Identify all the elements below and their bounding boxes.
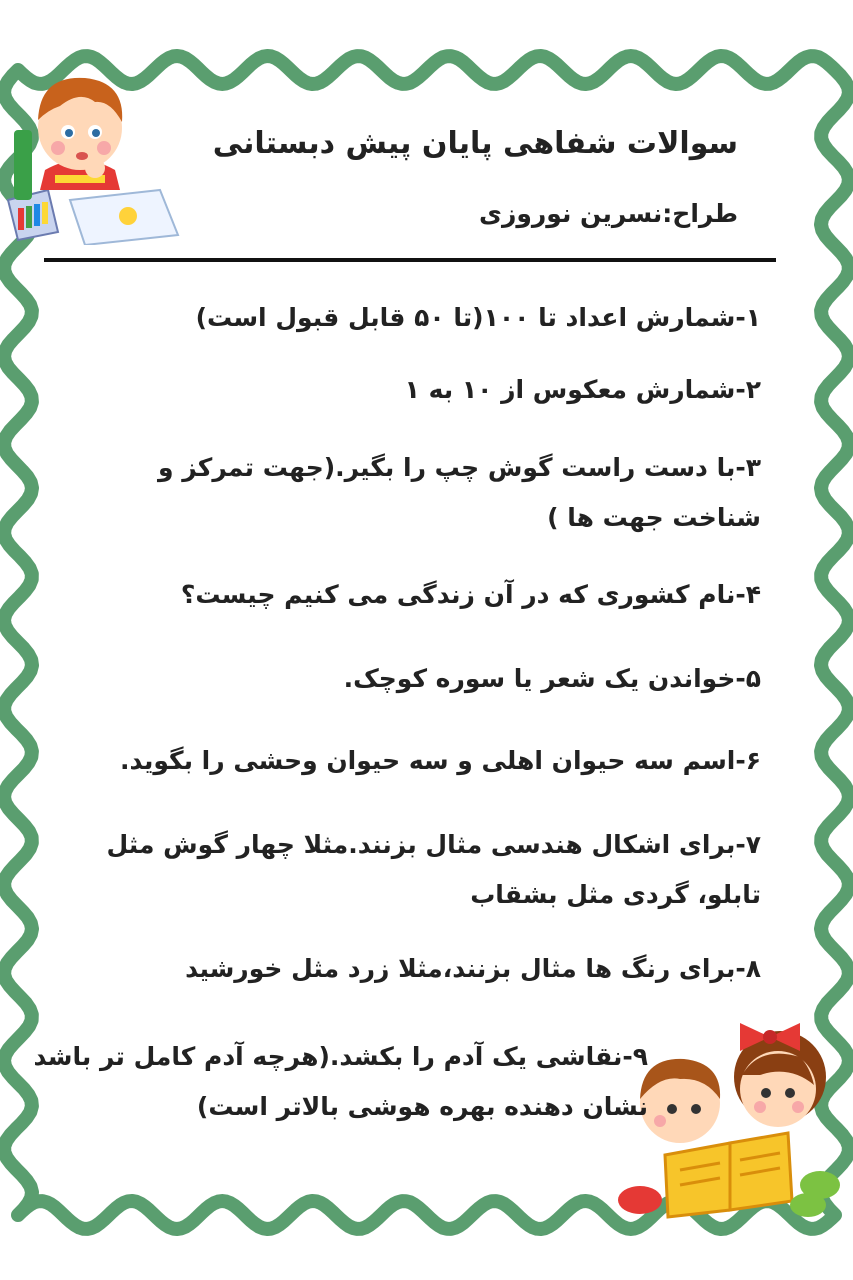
question-item: ۷-برای اشکال هندسی مثال بزنند.مثلا چهار گوش مثل تابلو، گردی مثل بشقاب [106,830,761,909]
question-item: ۸-برای رنگ ها مثال بزنند،مثلا زرد مثل خورشید [185,954,761,983]
question-item: ۳-با دست راست گوش چپ را بگیر.(جهت تمرکز و شناخت جهت ها ) [157,453,761,532]
title-divider-line [44,258,776,262]
worksheet-title: سوالات شفاهی پایان پیش دبستانی [212,126,738,161]
boy-drawing-illustration [0,40,185,245]
question-item: ۹-نقاشی یک آدم را بکشد.(هرچه آدم کامل تر باشد نشان دهنده بهره هوشی بالاتر است) [33,1042,648,1121]
question-item: ۶-اسم سه حیوان اهلی و سه حیوان وحشی را بگوید. [120,746,761,775]
question-item: ۲-شمارش معکوس از ۱۰ به ۱ [404,375,761,404]
question-item: ۴-نام کشوری که در آن زندگی می کنیم چیست؟ [180,580,761,609]
designer-credit: طراح:نسرین نوروزی [479,199,738,228]
question-item: ۵-خواندن یک شعر یا سوره کوچک. [343,664,761,693]
question-item: ۱-شمارش اعداد تا ۱۰۰(تا ۵۰ قابل قبول است) [195,303,761,332]
